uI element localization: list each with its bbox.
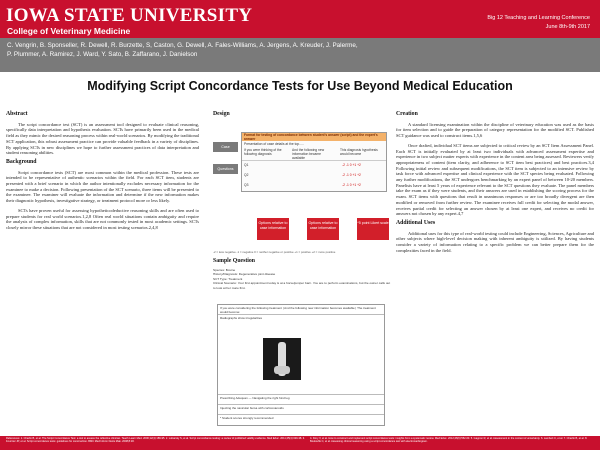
sample-col3: The treatment would become:: [220, 306, 376, 314]
sample-col1: If you were considering the following treatment: [220, 306, 282, 310]
poster-title: Modifying Script Concordance Tests for Use Beyond Medical Education: [87, 79, 513, 93]
additional-uses-heading: Additional Uses: [396, 219, 436, 226]
table-col1: If you were thinking of the following diagnosis: [244, 148, 282, 156]
likert-box: *5 point Likert scale: [357, 218, 389, 240]
sample-col2: And the following new information becomes available: [284, 306, 355, 310]
table-row: [218, 405, 384, 415]
creation-paragraph-1: A standard licensing examination within the discipline of veterinary education was used as the basis for item selection and to guide the preparation of category representation for the modified SCT. Published SCT guidance was used to construct items.1,5,6: [396, 121, 594, 139]
radiograph-image: [263, 338, 301, 380]
table-subtitle: Presentation of case details at the top.....: [244, 142, 304, 146]
conference-dates: June 8th-9th 2017: [545, 24, 590, 30]
authors-line-2: P. Plummer, A. Ramirez, J. Ward, Y. Sato, B. Zaffarano, J. Danielson: [7, 51, 198, 58]
background-paragraph-2: SCTs have proven useful for assessing hypotheticodeductive reasoning skills and are often used to prepare students for real world scenarios.1,2,8 Often real world situations contain ambiguity and require the analysis of complex information, skills that are not commonly tested in most academic settings. SCTs closely mirror these situations that are not considered in most testing scenarios.2,4,8: [6, 207, 199, 230]
sample-clinical: Clinical Scenario: Your first appointment today is at a horse/jumper barn. You are to perform examinations, but the owner calls out to look at her mare first.: [213, 281, 391, 290]
question-1: Q1: [244, 163, 249, 167]
table-col2: And the following new information became available: [292, 148, 325, 160]
scale-2: -2 -1 0 +1 +2: [342, 173, 361, 177]
table-row: [218, 415, 384, 425]
abstract-text: The script concordance test (SCT) is an assessment tool designed to evaluate clinical reasoning, specifically data interpretation and hypothesis evaluation. SCTs have primarily been used in the medical field as they mimic the desired reasoning process within real-world scenarios. By modifying the traditional SCT application, this robust assessment practice can provide valuable feedback in a variety of disciplines. By applying SCTs in new disciplines we hope to further assessment practices of data interpretation and student reasoning abilities.: [6, 121, 199, 156]
authors-line-1: C. Vengrin, B. Sponseller, R. Dewell, R. Burzette, S, Caston, G. Dewell, A. Fales-Williams, A. Jergens, A. Kreuder, J. Palerme,: [7, 42, 358, 49]
options-box-2: Options relative to case information: [307, 218, 339, 240]
sct-format-table: [241, 132, 387, 192]
table-divider: [242, 160, 386, 161]
table-row: [218, 315, 384, 395]
sample-meta: [213, 268, 391, 290]
column-left: [6, 112, 199, 235]
scale-1: -2 -1 0 +1 +2: [342, 163, 361, 167]
table-title: Format for testing of concordance between student's answer (script) and the expert's answer: [242, 133, 386, 141]
university-name: IOWA STATE UNIVERSITY: [6, 5, 253, 26]
hoof-shape: [274, 366, 290, 374]
creation-paragraph-2: Once drafted, individual SCT items are subjected to critical review by an SCT Item Assessment Panel. Each SCT is initially evaluated by at least two individuals with advanced assessment expertise and experience in two subject matter experts with experience in the content area being assessed. Reviewers verify appropriateness of content (item clarity, and adherence to SCT item best practices) and best practices.3,4 Following initial review and subsequent modifications, the SCT item is subjected to an intensive review by task force with advanced expertise and clinical experience with the SCT species being evaluated. Following any further modifications, the SCT undergoes benchmarking by an expert panel of between 10-20 members. Panelists have at least 5 years of experience relevant to the SCT questions they evaluate. The panel members take the exam as if they were students, and their answers are used in establishing the scoring process for the exam. SCT items with questions that result in unanimous responses or are too broadly divergent are then modified or removed from further review. The examinee receives full credit for selecting the modal answer, receives partial credit for selecting an answer chosen by at least one expert, and receives no credit for answers not chosen by any expert.4,7: [396, 142, 594, 217]
abstract-heading: Abstract: [6, 111, 28, 117]
sample-new-info-2: Navigating the right hind leg: [252, 396, 290, 400]
case-tag: Case: [213, 142, 238, 152]
sample-table: [217, 304, 385, 426]
sample-type: SCT Type: Treatment: [213, 276, 243, 281]
sample-treatment-1: Prescribing Adequan: [220, 396, 248, 400]
sample-footnote: * Student scores strongly recommended: [220, 416, 274, 420]
sample-species: Species: Bovine: [213, 268, 236, 272]
options-box-1: Options relative to case information: [257, 218, 289, 240]
background-paragraph-1: Script concordance tests (SCT) are most common within the medical profession. These tests are intended to be representative of authentic scenarios within the field. For each SCT item, students are presented with a brief scenario in which the author intentionally excludes necessary information for the examinee to make a decision. Following presentation of the SCT scenario, three items will be presented to the examinee. The examiner will evaluate the information and determine if the new information makes their diagnostic hypothesis, investigative strategy, or treatment protocol more or less likely.: [6, 169, 199, 204]
conference-info: [487, 14, 590, 32]
sample-question-section: [213, 258, 391, 448]
column-right: [396, 112, 594, 257]
sample-history: History/Diagnosis: Degenerative joint disease: [213, 272, 276, 277]
scale-legend: -2 = less negative -1 = negative 0 = neither negative or positive +1 = positive +2 = more positive: [213, 250, 336, 254]
design-heading: Design: [213, 111, 230, 117]
sample-new-info-1: Radiographs show irregularities: [220, 316, 263, 320]
design-figure: [213, 120, 391, 258]
question-3: Q3: [244, 183, 249, 187]
author-list: [7, 41, 597, 59]
table-col3: This diagnosis hypothesis would become: [340, 148, 378, 156]
references-right: 4. Dory V, et al. How to construct and implement script concordance tests: insights from a systematic review. Med Educ. 2012;46(6):552-63. 5. Gagnon R, et al. Assessment in the context of uncertainty. 6. Lambert C, et al. 7. Charlin B, et al. 8. Boulouffe C, et al. Assessing clinical reasoning using a script concordance test with electrocardiogram.: [310, 437, 588, 444]
questions-tag: Questions: [213, 164, 238, 174]
table-row: If you were considering the following treatment | And the following new information becomes available | The treatment would become:: [218, 305, 384, 315]
creation-heading: Creation: [396, 111, 418, 117]
background-heading: Background: [6, 158, 37, 165]
conference-name: Big 12 Teaching and Learning Conference: [487, 15, 590, 21]
scale-3: -2 -1 0 +1 +2: [342, 183, 361, 187]
college-name: College of Veterinary Medicine: [7, 26, 131, 36]
question-2: Q2: [244, 173, 249, 177]
additional-uses-paragraph: Additional uses for this type of real-world testing could include Engineering, Sciences, Agriculture and other subjects where high-level decision making with inherent ambiguity is utilized. By having students consider a variety of information relating to a specific problem we can better prepare them for the complexities faced in the field.: [396, 230, 594, 253]
sample-treatment-2: Injecting the navicular bursa with corticosteroids: [220, 406, 284, 410]
table-row: Prescribing Adequan — Navigating the right hind leg: [218, 395, 384, 405]
references-left: References: 1. Charlin B, et al. The Script Concordance Test: a tool to assess the reflective clinician. Teach Learn Med. 2000;12(4):189-95. 2. Lubarsky S, et al. Script concordance testing: a review of published validity evidence. Med Educ. 2011;45(4):329-38. 3. Fournier JP, et al. Script concordance tests: guidelines for construction. BMC Med Inform Decis Mak. 2008;8:18.: [6, 437, 305, 444]
sample-heading: Sample Question: [213, 258, 256, 264]
